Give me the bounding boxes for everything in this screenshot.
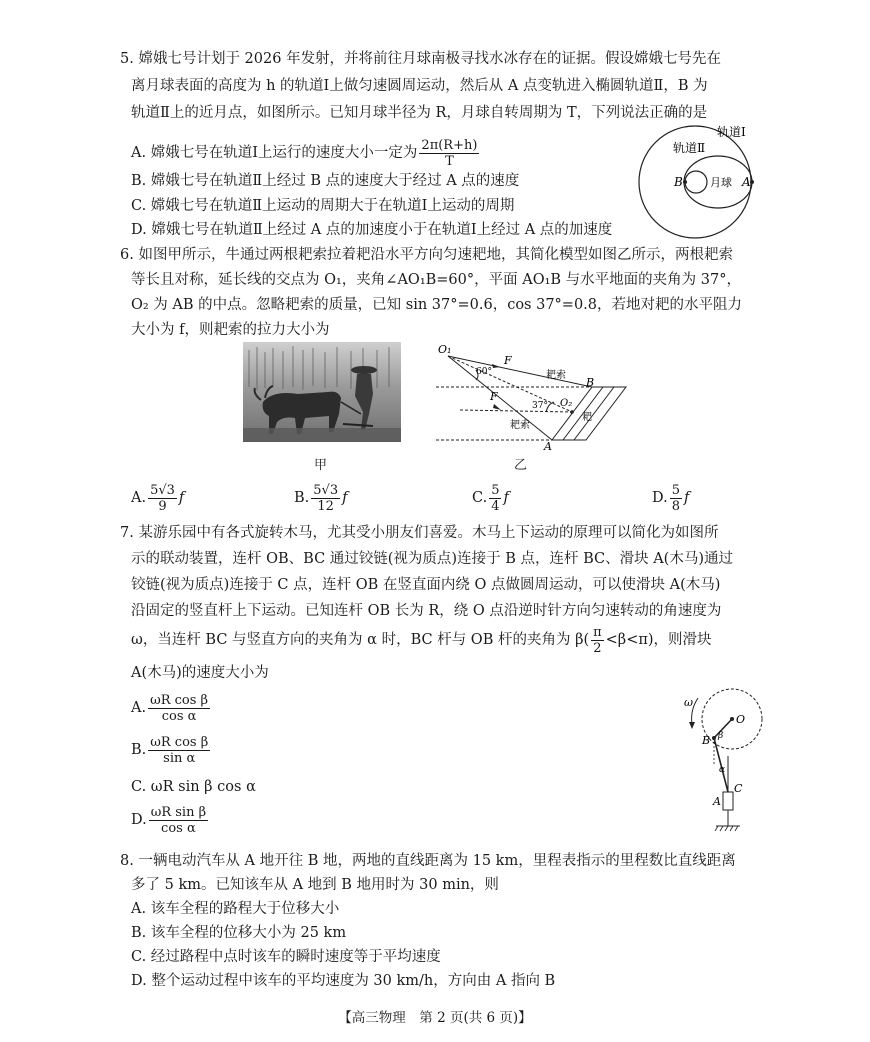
q5-option-d: D. 嫦娥七号在轨道Ⅱ上经过 A 点的加速度小于在轨道Ⅰ上经过 A 点的加速度 (131, 222, 613, 238)
q6-option-d-fraction (670, 483, 682, 514)
q7-line-5-numerator: π (593, 624, 602, 640)
q7-line-5-fraction (591, 625, 604, 656)
orbit-1-label: 轨道Ⅰ (717, 125, 746, 139)
q6-option-b-numerator: 5√3 (313, 482, 339, 498)
q6-option-b-denominator: 12 (317, 498, 334, 514)
q5-line-1: 5. 嫦娥七号计划于 2026 年发射，并将前往月球南极寻找水冰存在的证据。假设嫦娥七号先在 (120, 51, 722, 67)
q6-option-d (652, 478, 689, 518)
orbit-2-label: 轨道Ⅱ (673, 141, 706, 155)
q7-option-b-fraction (148, 735, 210, 766)
caption-jia: 甲 (314, 458, 328, 473)
q7-line-4: 沿固定的竖直杆上下运动。已知连杆 OB 长为 R，绕 O 点沿逆时针方向匀速转动的角速度为 (131, 603, 722, 619)
q6-option-d-label: D. (652, 490, 668, 506)
point-a-label: A (742, 175, 751, 189)
q7-option-a-numerator: ωR cos β (150, 692, 209, 708)
moon-label: 月球 (710, 176, 732, 189)
omega-label: ω (684, 696, 693, 709)
orbit-diagram (635, 120, 765, 240)
q7-option-a-fraction (148, 693, 210, 724)
q6-option-a (131, 478, 184, 518)
q5-option-a (131, 133, 481, 173)
q6-option-b-label: B. (294, 490, 310, 506)
point-o1-label: O₁ (438, 343, 452, 356)
q8-option-d: D. 整个运动过程中该车的平均速度为 30 km/h，方向由 A 指向 B (131, 973, 556, 989)
q7-option-c: C. ωR sin β cos α (131, 779, 256, 795)
point-c-label: C (734, 782, 743, 795)
ox-plowing-photo (243, 342, 401, 442)
q6-option-c-tail: f (503, 490, 509, 506)
page-footer: 【高三物理 第 2 页(共 6 页)】 (338, 1010, 532, 1026)
q6-line-3: O₂ 为 AB 的中点。忽略耙索的质量，已知 sin 37°=0.6，cos 37°=0.8，若地对耙的水平阻力 (131, 297, 743, 313)
q7-option-d-numerator: ωR sin β (150, 804, 207, 820)
q6-option-d-tail: f (684, 490, 690, 506)
q7-line-5 (131, 620, 712, 660)
q6-option-d-denominator: 8 (671, 498, 680, 514)
force-f-lower-label: F (490, 390, 498, 403)
q6-option-a-numerator: 5√3 (150, 482, 175, 498)
q8-line-2: 多了 5 km。已知该车从 A 地到 B 地用时为 30 min，则 (131, 877, 499, 893)
q8-option-b: B. 该车全程的位移大小为 25 km (131, 925, 347, 941)
q7-option-d-label: D. (131, 812, 147, 828)
q7-line-6: A(木马)的速度大小为 (131, 665, 269, 681)
q6-option-b (294, 478, 347, 518)
angle-37-label: 37° (532, 401, 548, 411)
q7-option-a (131, 688, 212, 728)
alpha-label: α (719, 765, 726, 775)
q5-option-a-numerator: 2π(R+h) (421, 137, 478, 153)
q7-option-b-denominator: sin α (163, 750, 196, 766)
q6-option-c-fraction (489, 483, 501, 514)
q7-option-d (131, 800, 210, 840)
angle-60-label: 60° (476, 367, 492, 377)
q6-option-c-denominator: 4 (491, 498, 500, 514)
point-b-label-q7: B (702, 734, 711, 747)
carousel-linkage-diagram (678, 686, 770, 836)
q7-option-d-denominator: cos α (161, 820, 196, 836)
q6-option-a-denominator: 9 (158, 498, 167, 514)
q7-option-b-numerator: ωR cos β (150, 734, 209, 750)
point-a-label-q6: A (544, 440, 552, 452)
rope-a-line (448, 356, 552, 440)
rope-upper-label: 耙索 (546, 370, 566, 381)
point-b-dot (683, 180, 687, 184)
moon-circle (685, 171, 707, 193)
rope-b-line (448, 356, 595, 389)
force-f-upper-label: F (504, 354, 512, 367)
q6-option-c (472, 478, 509, 518)
rake-label: 耙 (582, 412, 592, 423)
q5-line-3: 轨道Ⅱ上的近月点，如图所示。已知月球半径为 R，月球自转周期为 T，下列说法正确的是 (131, 105, 708, 121)
q7-line-5-denominator: 2 (593, 640, 602, 656)
q7-line-2: 示的联动装置，连杆 OB、BC 通过铰链(视为质点)连接于 B 点，连杆 BC、滑块 A(木马)通过 (131, 551, 733, 567)
q6-option-c-numerator: 5 (491, 482, 500, 498)
q6-option-a-label: A. (131, 490, 147, 506)
slider-block (723, 792, 733, 810)
point-b-label: B (674, 175, 683, 189)
q8-option-a: A. 该车全程的路程大于位移大小 (131, 901, 340, 917)
q6-option-c-label: C. (472, 490, 488, 506)
q7-option-a-label: A. (131, 700, 147, 716)
q6-option-a-fraction (148, 483, 177, 514)
farmer-hat (351, 366, 377, 374)
q5-option-c: C. 嫦娥七号在轨道Ⅱ上运动的周期大于在轨道Ⅰ上运动的周期 (131, 198, 515, 214)
q5-option-a-text: A. 嫦娥七号在轨道Ⅰ上运行的速度大小一定为 (131, 145, 418, 161)
q6-option-d-numerator: 5 (671, 482, 680, 498)
q8-option-c: C. 经过路程中点时该车的瞬时速度等于平均速度 (131, 949, 441, 965)
point-o-label: O (736, 713, 746, 726)
rope-lower-label: 耙索 (510, 420, 530, 431)
ox-silhouette (263, 392, 341, 434)
q5-option-a-fraction (419, 138, 479, 169)
rake-force-diagram (436, 340, 632, 452)
q6-option-b-fraction (311, 483, 340, 514)
q5-option-b: B. 嫦娥七号在轨道Ⅱ上经过 B 点的速度大于经过 A 点的速度 (131, 173, 520, 189)
q5-option-a-denominator: T (445, 153, 454, 169)
q7-option-b-label: B. (131, 742, 147, 758)
q7-line-1: 7. 某游乐园中有各式旋转木马，尤其受小朋友们喜爱。木马上下运动的原理可以简化为如图所 (120, 525, 719, 541)
caption-yi: 乙 (514, 458, 528, 473)
q7-option-d-fraction (149, 805, 208, 836)
q7-line-5-tail: <β<π)，则滑块 (605, 632, 712, 648)
q6-option-a-tail: f (178, 490, 185, 506)
beta-label: β (718, 731, 724, 741)
q7-line-3: 铰链(视为质点)连接于 C 点，连杆 OB 在竖直面内绕 O 点做圆周运动，可以使滑块 A(木马) (131, 577, 721, 593)
point-b-label-q6: B (586, 376, 595, 389)
point-a-label-q7: A (713, 795, 721, 808)
q6-line-1: 6. 如图甲所示，牛通过两根耙索拉着耙沿水平方向匀速耙地，其简化模型如图乙所示，两根耙索 (120, 247, 733, 263)
q6-line-4: 大小为 f，则耙索的拉力大小为 (131, 322, 330, 338)
q7-line-5-text: ω，当连杆 BC 与竖直方向的夹角为 α 时，BC 杆与 OB 杆的夹角为 β( (131, 632, 590, 648)
q8-line-1: 8. 一辆电动汽车从 A 地开往 B 地，两地的直线距离为 15 km，里程表指示的里程数比直线距离 (120, 853, 736, 869)
q7-option-a-denominator: cos α (161, 708, 197, 724)
q6-line-2: 等长且对称，延长线的交点为 O₁，夹角∠AO₁B=60°，平面 AO₁B 与水平地面的夹角为 37°， (131, 272, 741, 288)
point-o2-label: O₂ (560, 398, 573, 409)
q5-line-2: 离月球表面的高度为 h 的轨道Ⅰ上做匀速圆周运动，然后从 A 点变轨进入椭圆轨道Ⅱ，B 为 (131, 78, 708, 94)
q6-option-b-tail: f (342, 490, 348, 506)
q7-option-b (131, 730, 212, 770)
